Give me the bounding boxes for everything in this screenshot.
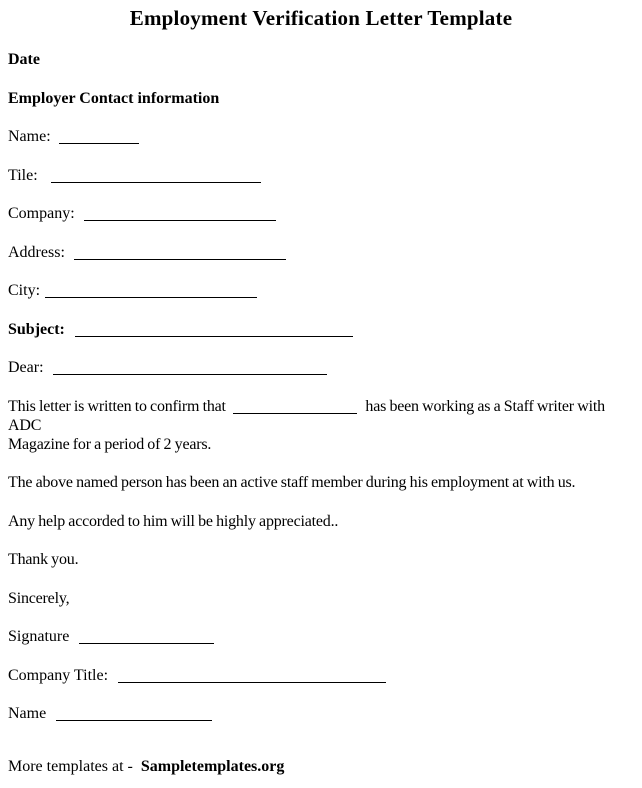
company-title-row [8, 666, 634, 685]
name-blank-line [59, 131, 139, 144]
confirmation-paragraph [8, 397, 634, 454]
company-blank-line [84, 208, 276, 221]
date-label: Date [8, 51, 40, 68]
address-field-row [8, 243, 634, 262]
address-field-label: Address: [8, 243, 65, 261]
city-field-label: City: [8, 282, 41, 299]
title-field-label: Tile: [8, 166, 38, 184]
signature-label: Signature [8, 628, 70, 645]
title-blank-line [51, 170, 261, 183]
title-field-row [8, 166, 634, 185]
signer-name-label: Name [8, 705, 47, 722]
signer-name-row [8, 704, 634, 723]
active-member-paragraph: The above named person has been an active staff member during his employment at with us. [8, 474, 576, 491]
sincerely-line: Sincerely, [8, 589, 70, 607]
confirmation-text-before-blank: This letter is written to confirm that [8, 397, 226, 415]
company-field-label: Company: [8, 205, 75, 222]
dear-blank-line [53, 362, 327, 375]
help-appreciated-paragraph: Any help accorded to him will be highly appreciated.. [8, 512, 339, 530]
city-field-row [8, 281, 634, 300]
subject-field-label: Subject: [8, 320, 65, 338]
subject-blank-line [75, 324, 353, 337]
dear-field-label: Dear: [8, 359, 44, 376]
address-blank-line [74, 247, 286, 260]
company-title-blank-line [118, 670, 386, 683]
footer-site-name: Sampletemplates.org [140, 758, 285, 775]
name-field-label: Name: [8, 128, 51, 145]
employer-contact-heading: Employer Contact information [8, 89, 220, 107]
city-blank-line [45, 285, 257, 298]
name-field-row [8, 127, 634, 146]
signature-row [8, 627, 634, 646]
signer-name-blank-line [56, 708, 212, 721]
thank-you-line: Thank you. [8, 551, 79, 568]
company-field-row [8, 204, 634, 223]
dear-field-row [8, 358, 634, 377]
footer-more-templates-text: More templates at - [8, 758, 133, 775]
footer [8, 757, 284, 776]
company-title-label: Company Title: [8, 666, 109, 684]
signature-blank-line [79, 631, 214, 644]
page-title: Employment Verification Letter Template [129, 6, 513, 30]
confirmation-text-after-blank: has been working as a Staff writer with ADC [8, 397, 605, 434]
employee-name-blank-line [233, 401, 357, 414]
confirmation-text-line2: Magazine for a period of 2 years. [8, 435, 212, 453]
subject-field-row [8, 320, 634, 339]
